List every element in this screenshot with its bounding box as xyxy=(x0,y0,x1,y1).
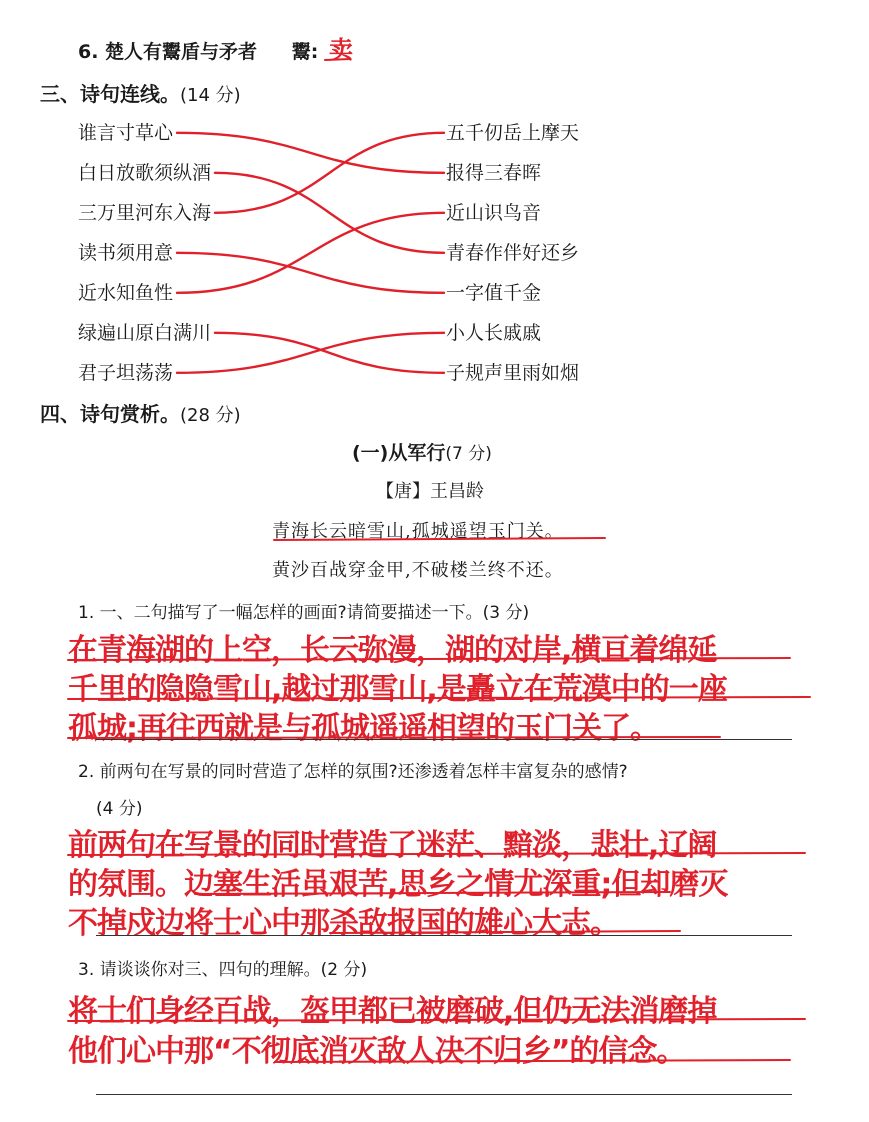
match-right-item: 子规声里雨如烟 xyxy=(446,362,580,384)
answer-2-underline-3 xyxy=(330,931,680,933)
question-2-prompt: 2. 前两句在写景的同时营造了怎样的氛围?还渗透着怎样丰富复杂的感情? xyxy=(78,762,628,782)
match-left-item: 读书须用意 xyxy=(78,242,174,264)
answer-1-underline-3 xyxy=(68,737,720,738)
answer-6-underline xyxy=(325,59,350,60)
match-left-item: 近水知鱼性 xyxy=(78,282,174,304)
question-1-prompt: 1. 一、二句描写了一幅怎样的画面?请简要描述一下。(3 分) xyxy=(78,603,530,623)
answer-1-underline-2 xyxy=(68,697,810,699)
question-6-answer: 卖 xyxy=(328,36,353,64)
section-3-points: (14 分) xyxy=(180,85,241,106)
poem-line-2: 黄沙百战穿金甲,不破楼兰终不还。 xyxy=(272,560,564,581)
section-4-title: 四、诗句赏析。 xyxy=(40,402,180,426)
match-line xyxy=(177,213,444,293)
answer-3-underline-1 xyxy=(68,1019,805,1021)
match-right-item: 近山识鸟音 xyxy=(446,202,542,224)
section-3-title: 三、诗句连线。 xyxy=(40,82,180,106)
match-left-item: 绿遍山原白满川 xyxy=(78,322,212,344)
section-4-points: (28 分) xyxy=(180,405,241,426)
question-2-points: (4 分) xyxy=(96,799,143,819)
match-line xyxy=(177,133,444,173)
answer-3-underline-2 xyxy=(275,1060,790,1062)
match-right-item: 报得三春晖 xyxy=(446,162,542,184)
answer-1-line-2: 千里的隐隐雪山,越过那雪山,是矗立在荒漠中的一座 xyxy=(68,672,727,707)
answer-2-underline-2 xyxy=(195,892,670,894)
answer-3-line-2: 他们心中那“不彻底消灭敌人决不归乡”的信念。 xyxy=(68,1034,686,1069)
answer-2-line-3: 不掉戍边将士心中那杀敌报国的雄心大志。 xyxy=(68,906,619,941)
match-right-item: 五千仞岳上摩天 xyxy=(446,122,580,144)
answer-1-line-3: 孤城;再往西就是与孤城遥遥相望的玉门关了。 xyxy=(68,711,659,746)
question-6-label: 6. 楚人有鬻盾与矛者 xyxy=(78,41,258,63)
match-right-item: 一字值千金 xyxy=(446,282,542,304)
match-left-item: 君子坦荡荡 xyxy=(78,362,174,384)
match-left-item: 谁言寸草心 xyxy=(78,122,174,144)
question-6-target: 鬻: xyxy=(291,41,319,63)
match-left-item: 三万里河东入海 xyxy=(78,202,212,224)
answer-2-underline-1 xyxy=(68,853,805,855)
poem-line-1: 青海长云暗雪山,孤城遥望玉门关。 xyxy=(272,521,564,542)
match-line xyxy=(177,253,444,293)
answer-1-underline-1 xyxy=(68,658,790,660)
match-line xyxy=(177,333,444,373)
match-right-item: 小人长戚戚 xyxy=(446,322,542,344)
poem-points: (7 分) xyxy=(445,444,492,464)
match-right-item: 青春作伴好还乡 xyxy=(446,242,580,264)
answer-2-line-1: 前两句在写景的同时营造了迷茫、黯淡，悲壮,辽阔 xyxy=(68,828,717,863)
answer-2-line-2: 的氛围。边塞生活虽艰苦,思乡之情尤深重;但却磨灭 xyxy=(68,867,728,902)
poem-line-1-underline xyxy=(274,538,605,540)
poem-title-text: (一)从军行 xyxy=(352,442,446,464)
match-left-item: 白日放歌须纵酒 xyxy=(78,162,212,184)
answer-1-line-1: 在青海湖的上空，长云弥漫，湖的对岸,横亘着绵延 xyxy=(68,633,717,668)
poem-author: 【唐】王昌龄 xyxy=(376,481,484,502)
answer-3-line-1: 将士们身经百战，盔甲都已被磨破,但仍无法消磨掉 xyxy=(68,994,717,1029)
question-3-prompt: 3. 请谈谈你对三、四句的理解。(2 分) xyxy=(78,960,368,980)
